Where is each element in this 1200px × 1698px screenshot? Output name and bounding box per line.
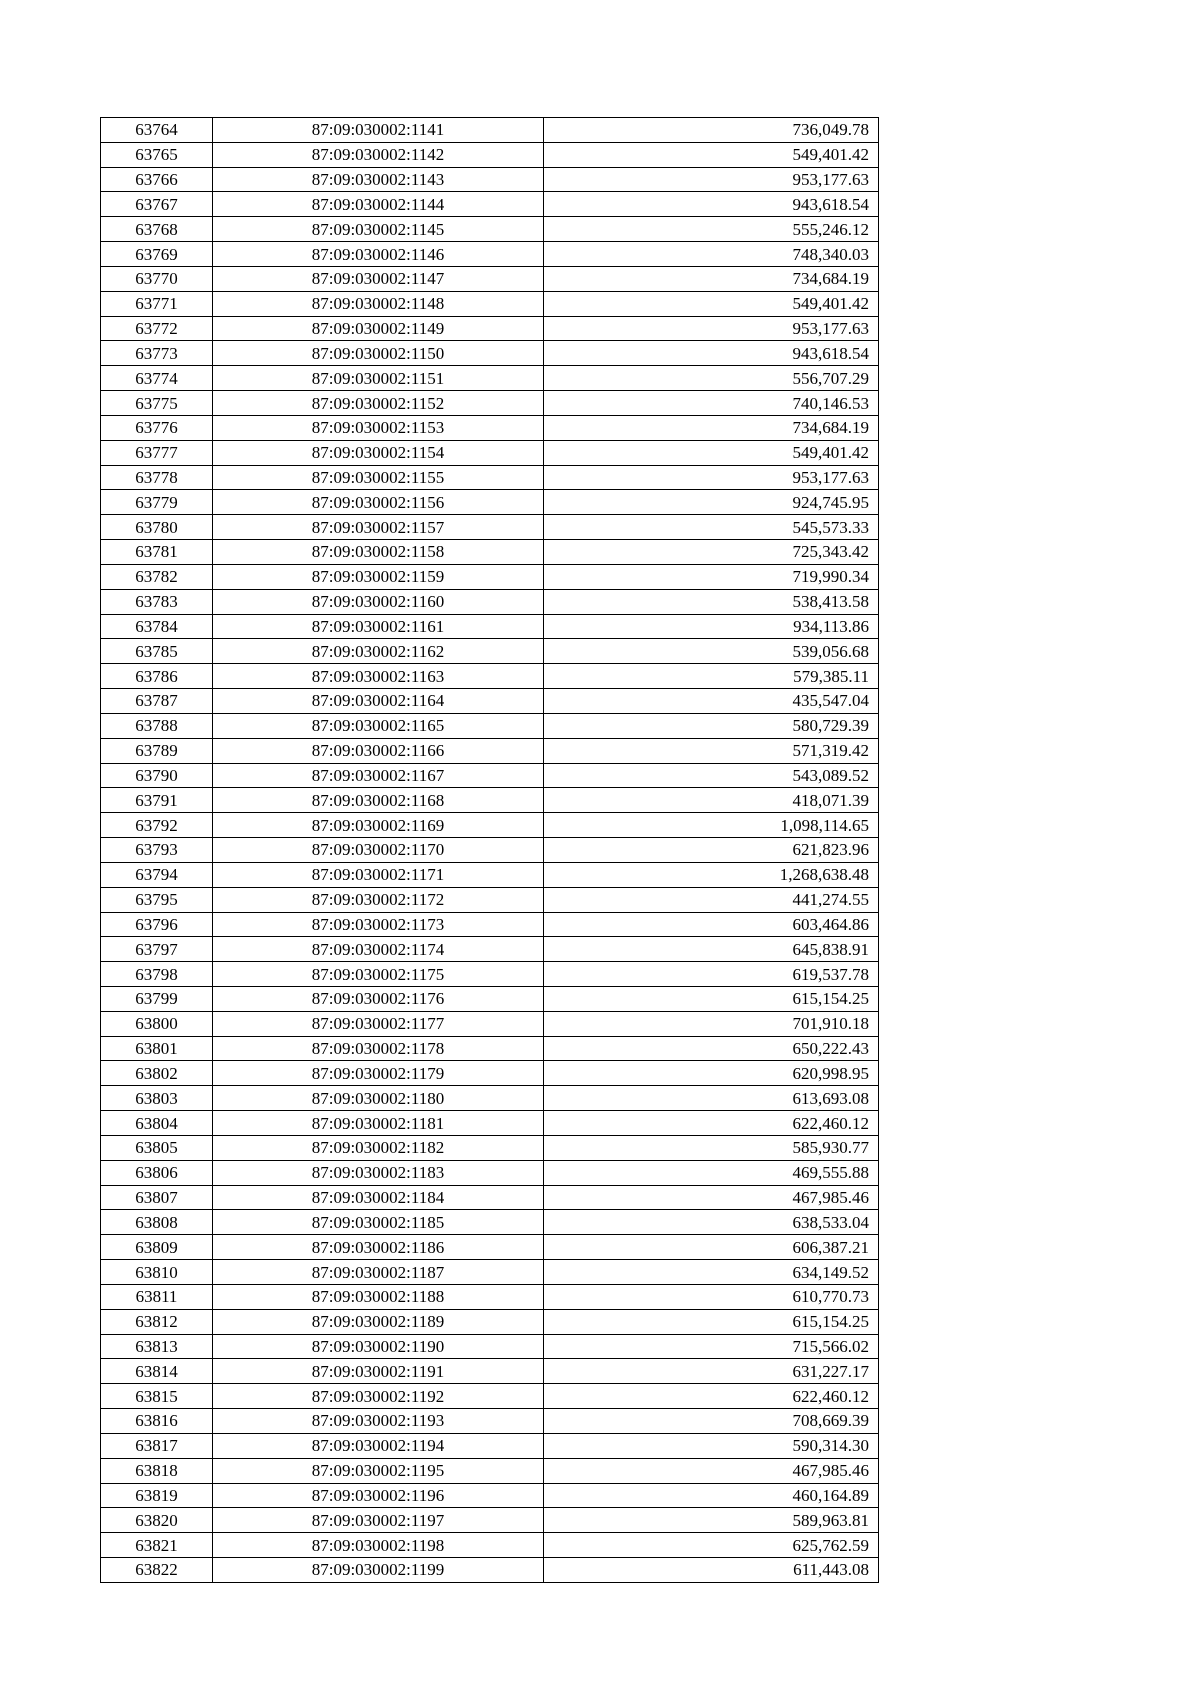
table-row (101, 589, 879, 614)
table-row (101, 1384, 879, 1409)
row-number-cell: 63797 (101, 937, 213, 962)
table-row (101, 713, 879, 738)
row-number-cell: 63810 (101, 1260, 213, 1285)
table-row (101, 912, 879, 937)
data-table-body (101, 118, 879, 1583)
cadastral-number-cell: 87:09:030002:1151 (213, 366, 544, 391)
cadastral-number-cell: 87:09:030002:1197 (213, 1508, 544, 1533)
value-cell: 622,460.12 (544, 1111, 879, 1136)
cadastral-number-cell: 87:09:030002:1173 (213, 912, 544, 937)
value-cell: 549,401.42 (544, 291, 879, 316)
cadastral-number-cell: 87:09:030002:1188 (213, 1284, 544, 1309)
value-cell: 650,222.43 (544, 1036, 879, 1061)
table-row (101, 1061, 879, 1086)
row-number-cell: 63773 (101, 341, 213, 366)
value-cell: 467,985.46 (544, 1185, 879, 1210)
row-number-cell: 63806 (101, 1160, 213, 1185)
table-row (101, 887, 879, 912)
row-number-cell: 63796 (101, 912, 213, 937)
cadastral-number-cell: 87:09:030002:1160 (213, 589, 544, 614)
table-row (101, 465, 879, 490)
table-row (101, 1409, 879, 1434)
value-cell: 953,177.63 (544, 465, 879, 490)
table-row (101, 614, 879, 639)
row-number-cell: 63803 (101, 1086, 213, 1111)
value-cell: 645,838.91 (544, 937, 879, 962)
cadastral-number-cell: 87:09:030002:1158 (213, 540, 544, 565)
cadastral-number-cell: 87:09:030002:1179 (213, 1061, 544, 1086)
table-row (101, 242, 879, 267)
cadastral-number-cell: 87:09:030002:1172 (213, 887, 544, 912)
table-row (101, 1359, 879, 1384)
cadastral-number-cell: 87:09:030002:1189 (213, 1309, 544, 1334)
row-number-cell: 63792 (101, 813, 213, 838)
cadastral-number-cell: 87:09:030002:1187 (213, 1260, 544, 1285)
value-cell: 610,770.73 (544, 1284, 879, 1309)
cadastral-number-cell: 87:09:030002:1177 (213, 1011, 544, 1036)
table-row (101, 266, 879, 291)
table-row (101, 440, 879, 465)
row-number-cell: 63804 (101, 1111, 213, 1136)
table-row (101, 788, 879, 813)
value-cell: 953,177.63 (544, 316, 879, 341)
row-number-cell: 63798 (101, 962, 213, 987)
cadastral-number-cell: 87:09:030002:1195 (213, 1458, 544, 1483)
cadastral-number-cell: 87:09:030002:1159 (213, 564, 544, 589)
cadastral-number-cell: 87:09:030002:1145 (213, 217, 544, 242)
cadastral-number-cell: 87:09:030002:1154 (213, 440, 544, 465)
row-number-cell: 63770 (101, 266, 213, 291)
table-row (101, 1111, 879, 1136)
table-row (101, 217, 879, 242)
table-row (101, 986, 879, 1011)
row-number-cell: 63787 (101, 689, 213, 714)
cadastral-number-cell: 87:09:030002:1174 (213, 937, 544, 962)
row-number-cell: 63776 (101, 415, 213, 440)
row-number-cell: 63767 (101, 192, 213, 217)
cadastral-number-cell: 87:09:030002:1196 (213, 1483, 544, 1508)
row-number-cell: 63795 (101, 887, 213, 912)
value-cell: 638,533.04 (544, 1210, 879, 1235)
cadastral-number-cell: 87:09:030002:1147 (213, 266, 544, 291)
table-row (101, 540, 879, 565)
cadastral-number-cell: 87:09:030002:1180 (213, 1086, 544, 1111)
cadastral-number-cell: 87:09:030002:1149 (213, 316, 544, 341)
cadastral-number-cell: 87:09:030002:1168 (213, 788, 544, 813)
value-cell: 631,227.17 (544, 1359, 879, 1384)
value-cell: 943,618.54 (544, 341, 879, 366)
row-number-cell: 63780 (101, 515, 213, 540)
cadastral-number-cell: 87:09:030002:1178 (213, 1036, 544, 1061)
cadastral-number-cell: 87:09:030002:1166 (213, 738, 544, 763)
value-cell: 953,177.63 (544, 167, 879, 192)
row-number-cell: 63814 (101, 1359, 213, 1384)
row-number-cell: 63791 (101, 788, 213, 813)
cadastral-number-cell: 87:09:030002:1165 (213, 713, 544, 738)
cadastral-number-cell: 87:09:030002:1161 (213, 614, 544, 639)
cadastral-number-cell: 87:09:030002:1144 (213, 192, 544, 217)
row-number-cell: 63808 (101, 1210, 213, 1235)
value-cell: 619,537.78 (544, 962, 879, 987)
row-number-cell: 63774 (101, 366, 213, 391)
value-cell: 615,154.25 (544, 986, 879, 1011)
value-cell: 589,963.81 (544, 1508, 879, 1533)
row-number-cell: 63772 (101, 316, 213, 341)
table-row (101, 1284, 879, 1309)
row-number-cell: 63766 (101, 167, 213, 192)
row-number-cell: 63816 (101, 1409, 213, 1434)
row-number-cell: 63818 (101, 1458, 213, 1483)
row-number-cell: 63778 (101, 465, 213, 490)
value-cell: 585,930.77 (544, 1135, 879, 1160)
cadastral-number-cell: 87:09:030002:1193 (213, 1409, 544, 1434)
value-cell: 934,113.86 (544, 614, 879, 639)
value-cell: 701,910.18 (544, 1011, 879, 1036)
value-cell: 613,693.08 (544, 1086, 879, 1111)
value-cell: 460,164.89 (544, 1483, 879, 1508)
row-number-cell: 63812 (101, 1309, 213, 1334)
value-cell: 590,314.30 (544, 1433, 879, 1458)
cadastral-number-cell: 87:09:030002:1152 (213, 391, 544, 416)
table-row (101, 291, 879, 316)
row-number-cell: 63819 (101, 1483, 213, 1508)
table-row (101, 1533, 879, 1558)
value-cell: 549,401.42 (544, 142, 879, 167)
table-row (101, 118, 879, 143)
table-row (101, 1011, 879, 1036)
table-row (101, 838, 879, 863)
table-row (101, 1483, 879, 1508)
table-row (101, 1210, 879, 1235)
value-cell: 736,049.78 (544, 118, 879, 143)
row-number-cell: 63779 (101, 490, 213, 515)
cadastral-number-cell: 87:09:030002:1142 (213, 142, 544, 167)
table-row (101, 962, 879, 987)
cadastral-number-cell: 87:09:030002:1162 (213, 639, 544, 664)
table-row (101, 1135, 879, 1160)
cadastral-number-cell: 87:09:030002:1153 (213, 415, 544, 440)
row-number-cell: 63807 (101, 1185, 213, 1210)
cadastral-number-cell: 87:09:030002:1192 (213, 1384, 544, 1409)
value-cell: 924,745.95 (544, 490, 879, 515)
cadastral-number-cell: 87:09:030002:1185 (213, 1210, 544, 1235)
table-row (101, 1185, 879, 1210)
table-row (101, 1086, 879, 1111)
value-cell: 556,707.29 (544, 366, 879, 391)
table-row (101, 341, 879, 366)
table-row (101, 1309, 879, 1334)
cadastral-number-cell: 87:09:030002:1198 (213, 1533, 544, 1558)
value-cell: 715,566.02 (544, 1334, 879, 1359)
row-number-cell: 63799 (101, 986, 213, 1011)
value-cell: 943,618.54 (544, 192, 879, 217)
table-row (101, 1334, 879, 1359)
cadastral-number-cell: 87:09:030002:1176 (213, 986, 544, 1011)
cadastral-number-cell: 87:09:030002:1190 (213, 1334, 544, 1359)
value-cell: 625,762.59 (544, 1533, 879, 1558)
table-row (101, 192, 879, 217)
data-table (100, 117, 879, 1583)
cadastral-number-cell: 87:09:030002:1155 (213, 465, 544, 490)
cadastral-number-cell: 87:09:030002:1184 (213, 1185, 544, 1210)
cadastral-number-cell: 87:09:030002:1181 (213, 1111, 544, 1136)
value-cell: 708,669.39 (544, 1409, 879, 1434)
row-number-cell: 63789 (101, 738, 213, 763)
row-number-cell: 63781 (101, 540, 213, 565)
row-number-cell: 63764 (101, 118, 213, 143)
value-cell: 441,274.55 (544, 887, 879, 912)
cadastral-number-cell: 87:09:030002:1141 (213, 118, 544, 143)
value-cell: 611,443.08 (544, 1558, 879, 1583)
table-row (101, 1508, 879, 1533)
cadastral-number-cell: 87:09:030002:1146 (213, 242, 544, 267)
value-cell: 606,387.21 (544, 1235, 879, 1260)
table-row (101, 1458, 879, 1483)
cadastral-number-cell: 87:09:030002:1170 (213, 838, 544, 863)
value-cell: 545,573.33 (544, 515, 879, 540)
row-number-cell: 63786 (101, 664, 213, 689)
value-cell: 571,319.42 (544, 738, 879, 763)
table-row (101, 639, 879, 664)
row-number-cell: 63793 (101, 838, 213, 863)
row-number-cell: 63805 (101, 1135, 213, 1160)
row-number-cell: 63821 (101, 1533, 213, 1558)
cadastral-number-cell: 87:09:030002:1194 (213, 1433, 544, 1458)
cadastral-number-cell: 87:09:030002:1143 (213, 167, 544, 192)
value-cell: 634,149.52 (544, 1260, 879, 1285)
value-cell: 555,246.12 (544, 217, 879, 242)
value-cell: 549,401.42 (544, 440, 879, 465)
value-cell: 603,464.86 (544, 912, 879, 937)
cadastral-number-cell: 87:09:030002:1164 (213, 689, 544, 714)
table-row (101, 391, 879, 416)
cadastral-number-cell: 87:09:030002:1150 (213, 341, 544, 366)
row-number-cell: 63771 (101, 291, 213, 316)
value-cell: 469,555.88 (544, 1160, 879, 1185)
value-cell: 580,729.39 (544, 713, 879, 738)
value-cell: 467,985.46 (544, 1458, 879, 1483)
value-cell: 435,547.04 (544, 689, 879, 714)
value-cell: 538,413.58 (544, 589, 879, 614)
row-number-cell: 63801 (101, 1036, 213, 1061)
table-row (101, 1160, 879, 1185)
row-number-cell: 63768 (101, 217, 213, 242)
table-row (101, 862, 879, 887)
value-cell: 539,056.68 (544, 639, 879, 664)
cadastral-number-cell: 87:09:030002:1183 (213, 1160, 544, 1185)
row-number-cell: 63811 (101, 1284, 213, 1309)
value-cell: 719,990.34 (544, 564, 879, 589)
value-cell: 543,089.52 (544, 763, 879, 788)
row-number-cell: 63785 (101, 639, 213, 664)
row-number-cell: 63769 (101, 242, 213, 267)
value-cell: 740,146.53 (544, 391, 879, 416)
value-cell: 748,340.03 (544, 242, 879, 267)
row-number-cell: 63783 (101, 589, 213, 614)
table-row (101, 415, 879, 440)
row-number-cell: 63813 (101, 1334, 213, 1359)
value-cell: 1,268,638.48 (544, 862, 879, 887)
value-cell: 615,154.25 (544, 1309, 879, 1334)
table-row (101, 515, 879, 540)
cadastral-number-cell: 87:09:030002:1148 (213, 291, 544, 316)
cadastral-number-cell: 87:09:030002:1191 (213, 1359, 544, 1384)
table-row (101, 1260, 879, 1285)
table-row (101, 490, 879, 515)
cadastral-number-cell: 87:09:030002:1157 (213, 515, 544, 540)
cadastral-number-cell: 87:09:030002:1169 (213, 813, 544, 838)
value-cell: 725,343.42 (544, 540, 879, 565)
row-number-cell: 63802 (101, 1061, 213, 1086)
row-number-cell: 63794 (101, 862, 213, 887)
table-row (101, 142, 879, 167)
cadastral-number-cell: 87:09:030002:1182 (213, 1135, 544, 1160)
row-number-cell: 63790 (101, 763, 213, 788)
cadastral-number-cell: 87:09:030002:1167 (213, 763, 544, 788)
cadastral-number-cell: 87:09:030002:1156 (213, 490, 544, 515)
table-row (101, 664, 879, 689)
table-row (101, 813, 879, 838)
table-row (101, 1235, 879, 1260)
table-row (101, 167, 879, 192)
value-cell: 621,823.96 (544, 838, 879, 863)
cadastral-number-cell: 87:09:030002:1199 (213, 1558, 544, 1583)
row-number-cell: 63817 (101, 1433, 213, 1458)
row-number-cell: 63800 (101, 1011, 213, 1036)
cadastral-number-cell: 87:09:030002:1186 (213, 1235, 544, 1260)
table-row (101, 1433, 879, 1458)
value-cell: 418,071.39 (544, 788, 879, 813)
cadastral-number-cell: 87:09:030002:1171 (213, 862, 544, 887)
table-row (101, 366, 879, 391)
row-number-cell: 63784 (101, 614, 213, 639)
row-number-cell: 63815 (101, 1384, 213, 1409)
table-row (101, 937, 879, 962)
value-cell: 622,460.12 (544, 1384, 879, 1409)
table-row (101, 1036, 879, 1061)
row-number-cell: 63820 (101, 1508, 213, 1533)
table-row (101, 316, 879, 341)
table-row (101, 738, 879, 763)
table-row (101, 1558, 879, 1583)
row-number-cell: 63765 (101, 142, 213, 167)
row-number-cell: 63782 (101, 564, 213, 589)
table-row (101, 564, 879, 589)
row-number-cell: 63788 (101, 713, 213, 738)
value-cell: 1,098,114.65 (544, 813, 879, 838)
cadastral-number-cell: 87:09:030002:1163 (213, 664, 544, 689)
row-number-cell: 63775 (101, 391, 213, 416)
row-number-cell: 63809 (101, 1235, 213, 1260)
row-number-cell: 63777 (101, 440, 213, 465)
cadastral-number-cell: 87:09:030002:1175 (213, 962, 544, 987)
table-row (101, 689, 879, 714)
value-cell: 734,684.19 (544, 415, 879, 440)
table-row (101, 763, 879, 788)
row-number-cell: 63822 (101, 1558, 213, 1583)
value-cell: 579,385.11 (544, 664, 879, 689)
value-cell: 734,684.19 (544, 266, 879, 291)
value-cell: 620,998.95 (544, 1061, 879, 1086)
